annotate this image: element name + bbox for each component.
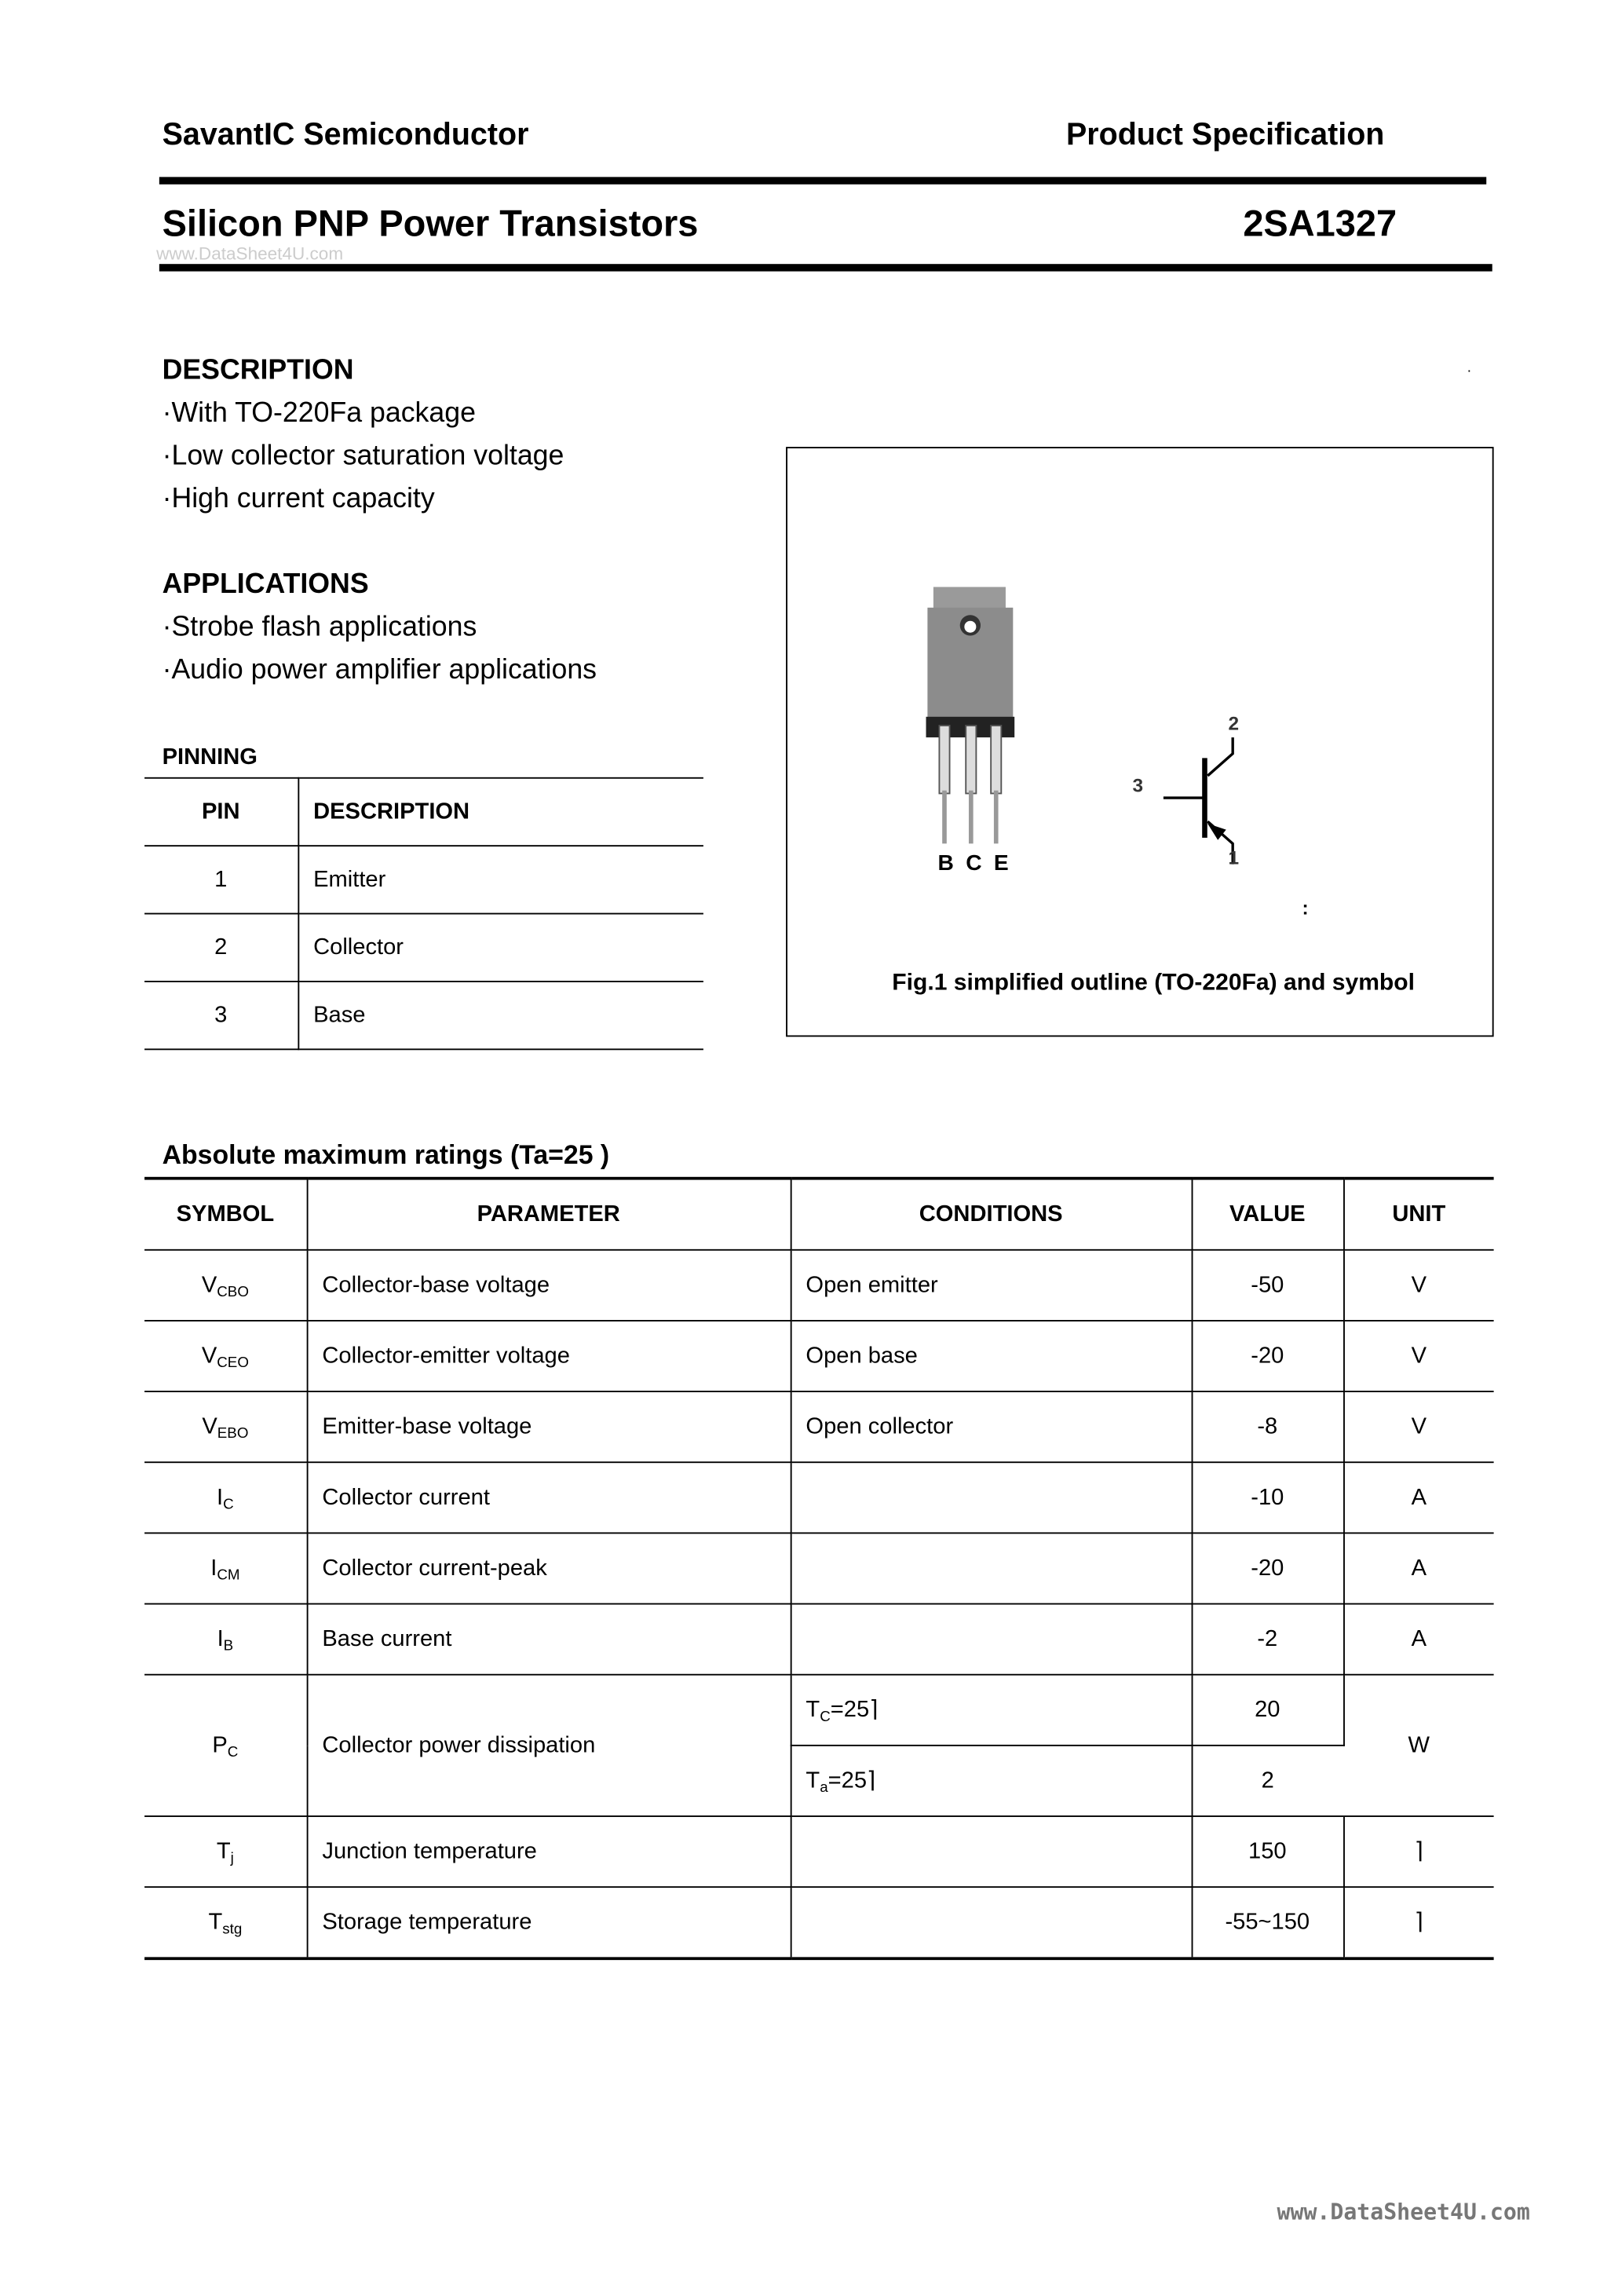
unit-cell: A [1343,1462,1494,1533]
symbol-cell: $P_C$ [144,1675,307,1816]
pin-number: 1 [144,846,298,913]
description-heading: DESCRIPTION [162,355,354,387]
company-name: SavantIC Semiconductor [162,118,529,152]
symbol-cell: $V_{EBO}$ [144,1391,307,1462]
unit-cell: V [1343,1391,1494,1462]
parameter-cell: Emitter-base voltage [307,1391,791,1462]
value-cell: -50 [1192,1250,1343,1321]
column-header-description: DESCRIPTION [298,778,703,846]
unit-cell: ⌉ [1343,1887,1494,1958]
table-row [144,1250,1494,1321]
conditions-cell [791,1462,1192,1533]
pin-label-emitter: 1 [1228,846,1240,869]
parameter-cell: Collector-emitter voltage [307,1321,791,1391]
parameter-cell: Base current [307,1604,791,1675]
description-item: ·Low collector saturation voltage [162,441,564,473]
conditions-cell: Open base [791,1321,1192,1391]
value-cell: -2 [1192,1604,1343,1675]
value-cell: -55~150 [1192,1887,1343,1958]
pin-number: 3 [144,982,298,1049]
table-row [144,1533,1494,1603]
symbol-cell: $T_{stg}$ [144,1887,307,1958]
pinning-table [144,777,703,1050]
value-cell: 2 [1192,1746,1343,1816]
table-header-row [144,1179,1494,1250]
symbol-cell: $I_B$ [144,1604,307,1675]
table-row [144,1816,1494,1887]
stray-colon: : [1302,896,1309,919]
conditions-cell [791,1816,1192,1887]
table-row [144,846,703,913]
package-outline-icon [926,587,1015,844]
parameter-cell: Storage temperature [307,1887,791,1958]
column-header-conditions: CONDITIONS [791,1179,1192,1250]
pinning-heading: PINNING [162,744,258,770]
column-header-pin: PIN [144,778,298,846]
pin-label-collector: 2 [1228,712,1240,735]
page-title: Silicon PNP Power Transistors [162,203,699,245]
table-row [144,1675,1494,1746]
value-cell: 150 [1192,1816,1343,1887]
column-header-symbol: SYMBOL [144,1179,307,1250]
unit-cell: A [1343,1533,1494,1603]
symbol-cell: $I_C$ [144,1462,307,1533]
symbol-cell: $T_j$ [144,1816,307,1887]
column-header-value: VALUE [1192,1179,1343,1250]
table-row [144,1604,1494,1675]
conditions-cell: Open emitter [791,1250,1192,1321]
unit-cell: W [1343,1675,1494,1816]
unit-cell: V [1343,1321,1494,1391]
application-item: ·Strobe flash applications [162,612,477,643]
header-rule-top [159,177,1486,184]
pnp-transistor-symbol-icon [1164,737,1233,865]
transistor-figure [787,448,1492,1036]
symbol-cell: $V_{CBO}$ [144,1250,307,1321]
description-item: ·With TO-220Fa package [162,398,476,430]
header-rule-bottom [159,264,1492,271]
table-row [144,1462,1494,1533]
conditions-cell: Open collector [791,1391,1192,1462]
conditions-cell [791,1604,1192,1675]
column-header-parameter: PARAMETER [307,1179,791,1250]
ratings-table [144,1177,1494,1960]
table-row [144,1887,1494,1958]
table-header-row [144,778,703,846]
parameter-cell: Junction temperature [307,1816,791,1887]
value-cell: -8 [1192,1391,1343,1462]
value-cell: -20 [1192,1321,1343,1391]
pin-description: Emitter [298,846,703,913]
conditions-cell: $T_a=25⌉$ [791,1746,1192,1816]
parameter-cell: Collector power dissipation [307,1675,791,1816]
table-row [144,914,703,982]
document-type: Product Specification [1065,118,1385,152]
value-cell: -20 [1192,1533,1343,1603]
value-cell: 20 [1192,1675,1343,1746]
pin-description: Base [298,982,703,1049]
conditions-cell: $T_C=25⌉$ [791,1675,1192,1746]
pin-number: 2 [144,914,298,982]
figure-caption: Fig.1 simplified outline (TO-220Fa) and symbol [892,970,1415,996]
unit-cell: A [1343,1604,1494,1675]
symbol-cell: $V_{CEO}$ [144,1321,307,1391]
conditions-cell [791,1887,1192,1958]
unit-cell: ⌉ [1343,1816,1494,1887]
parameter-cell: Collector current [307,1462,791,1533]
stray-dot: . [1467,360,1472,376]
application-item: ·Audio power amplifier applications [162,654,597,686]
conditions-cell [791,1533,1192,1603]
table-row [144,1391,1494,1462]
symbol-cell: $I_{CM}$ [144,1533,307,1603]
parameter-cell: Collector current-peak [307,1533,791,1603]
table-row [144,982,703,1049]
column-header-unit: UNIT [1343,1179,1494,1250]
figure-box [786,447,1494,1036]
part-number: 2SA1327 [1243,203,1397,245]
description-item: ·High current capacity [162,484,435,515]
watermark-top: www.DataSheet4U.com [156,243,344,265]
ratings-heading: Absolute maximum ratings (Ta=25 ) [162,1139,610,1170]
parameter-cell: Collector-base voltage [307,1250,791,1321]
footer-watermark: www.DataSheet4U.com [1277,2199,1530,2226]
pin-label-base: 3 [1132,774,1144,797]
pin-description: Collector [298,914,703,982]
table-row [144,1321,1494,1391]
unit-cell: V [1343,1250,1494,1321]
lead-labels: B C E [937,850,1012,876]
applications-heading: APPLICATIONS [162,569,369,601]
value-cell: -10 [1192,1462,1343,1533]
